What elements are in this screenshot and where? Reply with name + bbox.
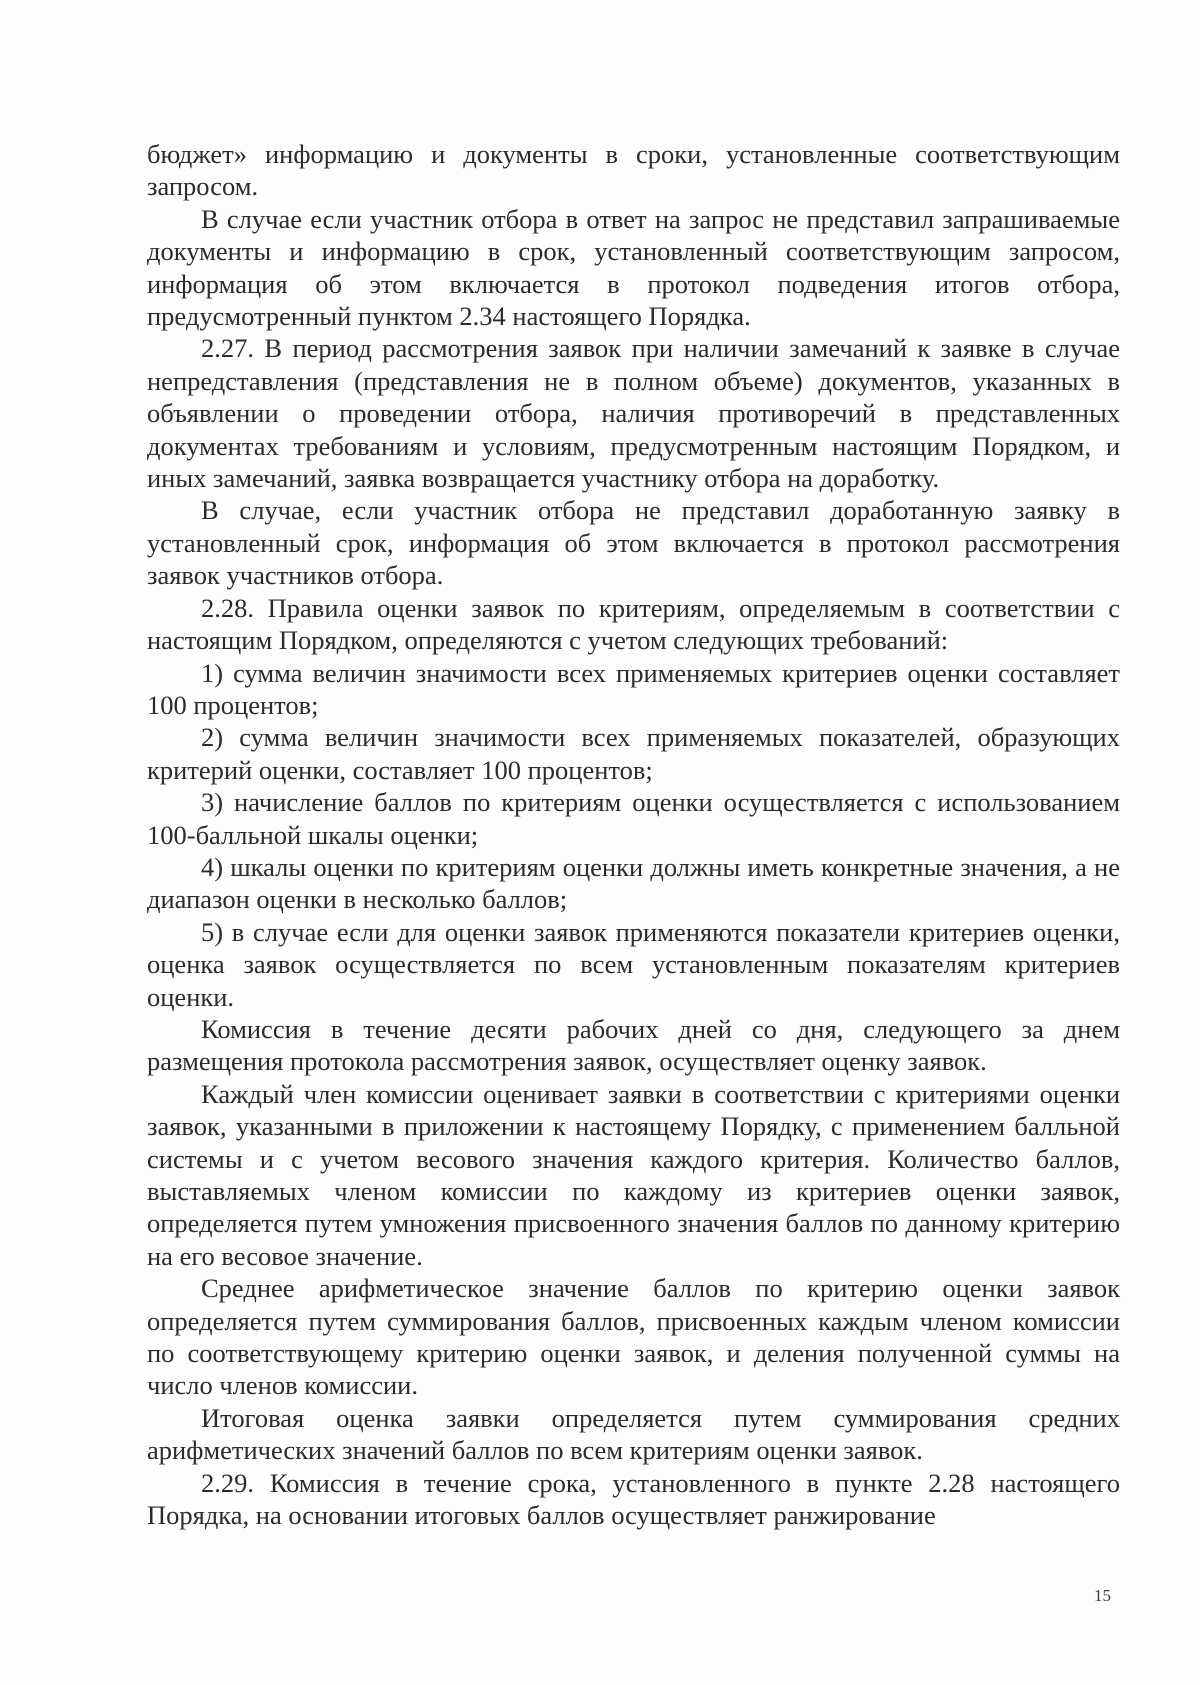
paragraph-no-documents: В случае если участник отбора в ответ на запрос не представил запрашиваемые документы и информацию в срок, установленный соответствующим запросом, информация об этом включается в протокол подведения итогов отбора, предусмотренный пунктом 2.34 настоящего Порядка.	[147, 203, 1120, 332]
paragraph-no-revision: В случае, если участник отбора не представил доработанную заявку в установленный срок, информация об этом включается в протокол рассмотрения заявок участников отбора.	[147, 495, 1120, 591]
paragraph-final-score: Итоговая оценка заявки определяется путем суммирования средних арифметических значений баллов по всем критериям оценки заявок.	[147, 1402, 1120, 1466]
list-item-2: 2) сумма величин значимости всех применяемых показателей, образующих критерий оценки, составляет 100 процентов;	[147, 722, 1120, 785]
paragraph-continuation: бюджет» информацию и документы в сроки, установленные соответствующим запросом.	[147, 139, 1120, 202]
list-item-3: 3) начисление баллов по критериям оценки осуществляется с использованием 100-балльной шкалы оценки;	[147, 787, 1120, 850]
list-item-5: 5) в случае если для оценки заявок применяются показатели критериев оценки, оценка заявок осуществляется по всем установленным показателям критериев оценки.	[147, 916, 1120, 1012]
paragraph-2-27: 2.27. В период рассмотрения заявок при наличии замечаний к заявке в случае непредставления (представления не в полном объеме) документов, указанных в объявлении о проведении отбора, наличия противоречий в представленных документах требованиям и условиям, предусмотренным настоящим Порядком, и иных замечаний, заявка возвращается участнику отбора на доработку.	[147, 333, 1120, 494]
paragraph-average-score: Среднее арифметическое значение баллов по критерию оценки заявок определяется путем суммирования баллов, присвоенных каждым членом комиссии по соответствующему критерию оценки заявок, и деления полученной суммы на число членов комиссии.	[147, 1273, 1120, 1401]
list-item-1: 1) сумма величин значимости всех применяемых критериев оценки составляет 100 процентов;	[147, 657, 1120, 720]
paragraph-member-scoring: Каждый член комиссии оценивает заявки в соответствии с критериями оценки заявок, указанными в приложении к настоящему Порядку, с применением балльной системы и с учетом весового значения каждого критерия. Количество баллов, выставляемых членом комиссии по каждому из критериев оценки заявок, определяется путем умножения присвоенного значения баллов по данному критерию на его весовое значение.	[147, 1078, 1120, 1271]
list-item-4: 4) шкалы оценки по критериям оценки должны иметь конкретные значения, а не диапазон оценки в несколько баллов;	[147, 851, 1120, 915]
paragraph-2-28: 2.28. Правила оценки заявок по критериям, определяемым в соответствии с настоящим Порядком, определяются с учетом следующих требований:	[147, 592, 1120, 656]
document-body	[147, 138, 1120, 1531]
paragraph-2-29: 2.29. Комиссия в течение срока, установленного в пункте 2.28 настоящего Порядка, на основании итоговых баллов осуществляет ранжирование	[147, 1467, 1120, 1531]
paragraph-commission-term: Комиссия в течение десяти рабочих дней со дня, следующего за днем размещения протокола рассмотрения заявок, осуществляет оценку заявок.	[147, 1013, 1120, 1077]
page-number: 15	[1094, 1586, 1111, 1605]
